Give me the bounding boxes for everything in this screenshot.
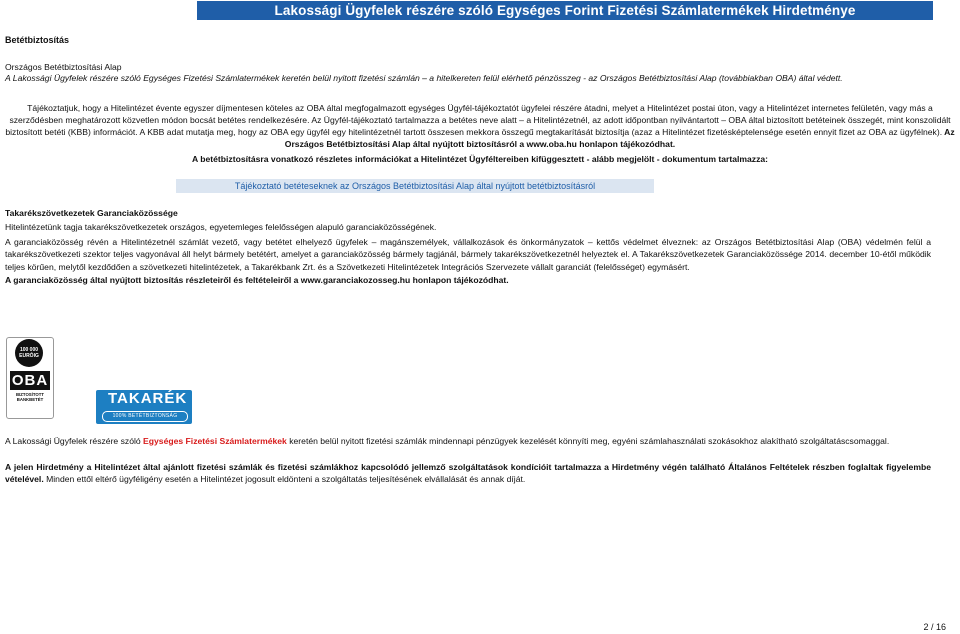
garancia-website-note: A garanciaközösség által nyújtott biztosítás részleteiről és feltételeiről a www.garanciakozosseg.hu honlapon tájékozódhat. (5, 275, 509, 285)
conditions-paragraph: A jelen Hirdetmény a Hitelintézet által ajánlott fizetési számlák és fizetési számlákhoz kapcsolódó jellemző szolgáltatások kondícióit tartalmazza a Hirdetmény végén található Általános Feltételek részben foglaltak figyelembe vételével. Minden ettől eltérő ügyféligény esetén a Hitelintézet jogosult eldönteni a szolgáltatás teljesítésének elvállalását és annak díját. (5, 462, 931, 484)
oba-document-reference: A betétbiztosításra vonatkozó részletes információkat a Hitelintézet Ügyféltereiben kifüggesztett - alább megjelölt - dokumentum tartalmazza: (191, 154, 769, 164)
oba-protection-note: A Lakossági Ügyfelek részére szóló Egységes Fizetési Számlatermékek keretén belül nyitott fizetési számlán – a hitelkereten felül elérhető pénzösszeg - az Országos Betétbiztosítási Alap (továbbiakban OBA) által védett. (5, 73, 843, 83)
oba-document-title-band: Tájékoztató betéteseknek az Országos Betétbiztosítási Alap által nyújtott betétbiztosításról (176, 179, 654, 193)
product-name-highlight: Egységes Fizetési Számlatermékek (143, 436, 287, 446)
garancia-paragraph: A garanciaközösség révén a Hitelintézetnél számlát vezető, vagy betétet elhelyező ügyfelek – magánszemélyek, vállalkozások és önkormányzatok – kettős védelmet élveznek: az Országos Betétbiztosítási Alap (OBA) védelmén felül a takarékszövetkezeti szektor teljes vagyonával áll helyt bármely betétért, amelyet a garanciaközösség bármely tagjánál, bármely takarékszövetkezetnél helyeztek el. A Takarékszövetkezetek Garanciaközössége 2014. december 10-étől működik teljes körűen, melytől kezdődően a szövetkezeti hitelintézetek, a Takarékbank Zrt. és a Szövetkezeti Hitelintézetek Integrációs Szervezete vállalt garanciát (felelősséget) egymásért. (5, 237, 931, 272)
oba-website-note: Az Országos Betétbiztosítási Alap által nyújtott biztosításról a www.oba.hu honlapon tájékozódhat. (284, 127, 955, 149)
section-heading: Betétbiztosítás (5, 35, 70, 45)
oba-heading: Országos Betétbiztosítási Alap (5, 62, 122, 72)
garancia-heading: Takarékszövetkezetek Garanciaközössége (5, 208, 178, 218)
product-description-paragraph: A Lakossági Ügyfelek részére szóló Egységes Fizetési Számlatermékek keretén belül nyitott fizetési számlák mindennapi pénzügyek kezelését könnyíti meg, egyéni számlahasználati szokásokhoz alakítható szolgáltatáscsomaggal. (5, 436, 890, 446)
takarek-logo: TAKARÉK 100% BETÉTBIZTONSÁG (96, 390, 192, 424)
oba-info-text-1: Tájékoztatjuk, hogy a Hitelintézet évente egyszer díjmentesen köteles az OBA által megfogalmazott egységes Ügyfél-tájékoztatót ügyfelei részére átadni, melyet a Hitelintézet postai úton, vagy a Hitelintézet internetes felületén, vagy más a szerződésben meghatározott közvetlen módon bocsát betétes rendelkezésére. (9, 103, 933, 125)
oba-logo: 100 000 EURÓIG OBA BIZTOSÍTOTT BANKBETÉT (6, 337, 54, 419)
garancia-membership-line: Hitelintézetünk tagja takarékszövetkezetek országos, egyetemleges felelősségen alapuló garanciaközösségének. (5, 222, 437, 232)
page-title: Lakossági Ügyfelek részére szóló Egységes Forint Fizetési Számlatermékek Hirdetménye (197, 1, 933, 20)
oba-info-paragraph (5, 102, 955, 150)
oba-seal-icon: 100 000 EURÓIG (15, 339, 43, 367)
oba-info-text-2: Az Ügyfél-tájékoztató tartalmazza a betétes neve alatt – a Hitelintézetnél, az adott időpontban nyilvántartott – OBA által biztosított betéteinek összegét, mint konszolidált biztosított betéti (KBB) információt. A KBB adat mutatja meg, hogy az OBA egy ügyfél egy hitelintézetnél tartott összesen mekkora összegű megtakarítását biztosítja (azaz a Hitelintézet fizetésképtelensége esetén ennyit fizet az OBA az ügyfélnek). (5, 115, 951, 137)
page-number: 2 / 16 (923, 622, 946, 632)
